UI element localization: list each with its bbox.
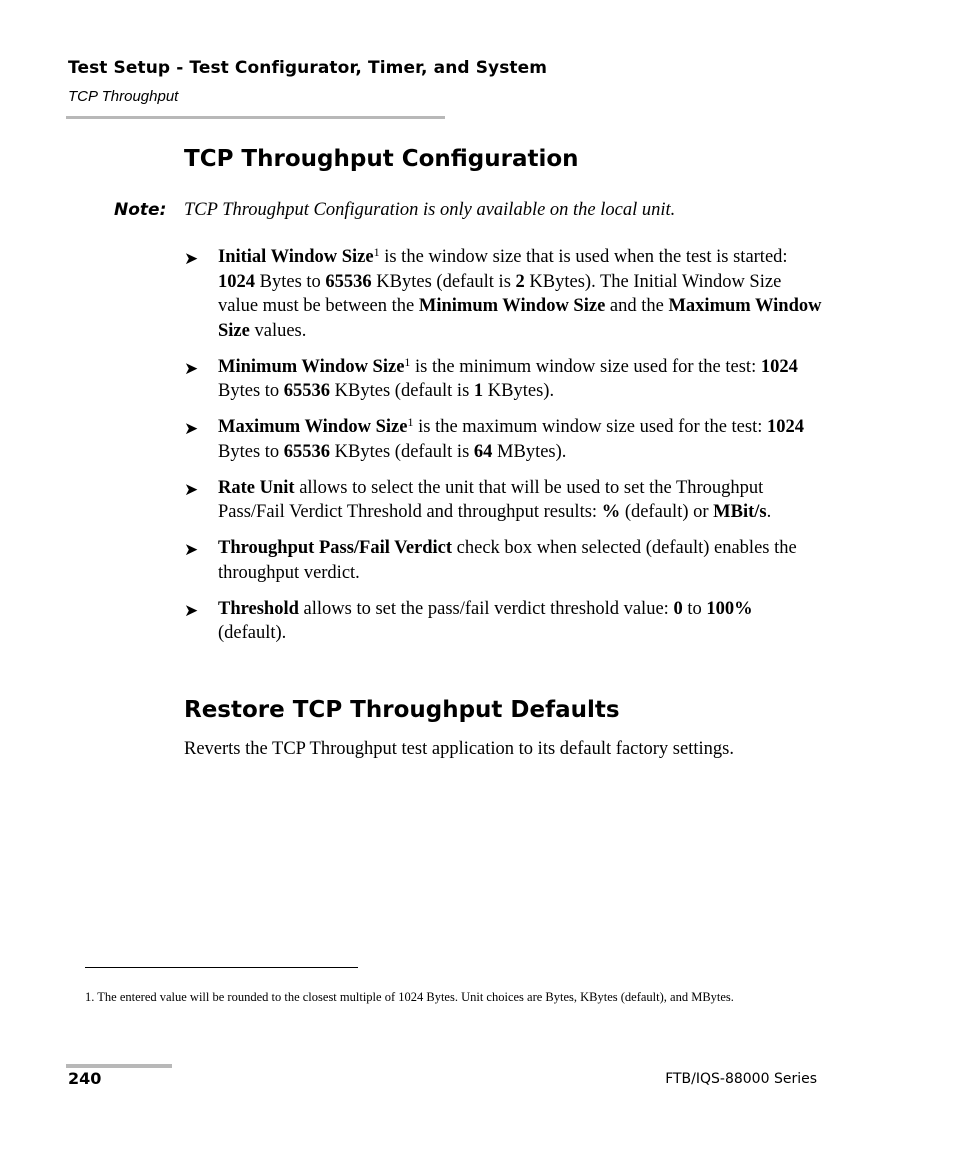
list-item: ➤ Minimum Window Size$^1$ is the minimum window size used for the test: 1024 Bytes to 65536 KBytes (default is 1 KBytes). xyxy=(184,354,798,401)
arrow-bullet-icon: ➤ xyxy=(184,600,199,621)
arrow-bullet-icon: ➤ xyxy=(184,249,199,269)
list-item: ➤ Initial Window Size$^1$ is the window size that is used when the test is started: 1024 Bytes to 65536 KBytes (default is 2 KBytes). The Initial Window Size value must be between the Minimum Window Size and the Maximum Window Size values. xyxy=(184,245,822,341)
arrow-bullet-icon: ➤ xyxy=(184,479,199,500)
product-series: FTB/IQS-88000 Series xyxy=(665,1071,817,1087)
settings-list xyxy=(184,245,824,657)
footer-rule xyxy=(66,1064,172,1068)
running-header-subtitle: TCP Throughput xyxy=(68,88,179,105)
term-maximum-window-size: Maximum Window Size xyxy=(218,417,408,437)
section-heading-restore-defaults: Restore TCP Throughput Defaults xyxy=(184,697,620,723)
term-throughput-verdict: Throughput Pass/Fail Verdict xyxy=(218,538,453,558)
arrow-bullet-icon: ➤ xyxy=(184,540,199,560)
note xyxy=(114,200,854,221)
list-item: ➤ Maximum Window Size$^1$ is the maximum window size used for the test: 1024 Bytes to 65536 KBytes (default is 64 MBytes). xyxy=(184,415,804,462)
header-rule xyxy=(66,116,445,119)
list-item: ➤ Rate Unit allows to select the unit that will be used to set the Throughput Pass/Fail Verdict Threshold and throughput results: % (default) or MBit/s. xyxy=(184,477,772,522)
arrow-bullet-icon: ➤ xyxy=(184,419,199,439)
running-header-title: Test Setup - Test Configurator, Timer, and System xyxy=(68,58,548,78)
term-minimum-window-size: Minimum Window Size xyxy=(218,356,405,377)
note-label: Note: xyxy=(114,200,167,220)
list-item: ➤ Threshold allows to set the pass/fail verdict threshold value: 0 to 100% (default). xyxy=(184,598,753,643)
footnote-ref: 1 xyxy=(404,354,411,369)
term-threshold: Threshold xyxy=(218,598,299,619)
footnote-rule xyxy=(85,967,358,968)
note-text: TCP Throughput Configuration is only available on the local unit. xyxy=(184,200,676,220)
footnote: 1. The entered value will be rounded to the closest multiple of 1024 Bytes. Unit choices are Bytes, KBytes (default), and MBytes. xyxy=(85,990,734,1004)
list-item: ➤ Throughput Pass/Fail Verdict check box when selected (default) enables the throughput verdict. xyxy=(184,538,797,583)
term-rate-unit: Rate Unit xyxy=(218,477,295,498)
page-number: 240 xyxy=(68,1069,102,1088)
footnote-ref: 1 xyxy=(373,245,380,259)
section-heading-configuration: TCP Throughput Configuration xyxy=(184,146,579,172)
footnote-ref: 1 xyxy=(407,415,414,429)
restore-description: Reverts the TCP Throughput test application to its default factory settings. xyxy=(184,739,734,759)
arrow-bullet-icon: ➤ xyxy=(184,358,199,379)
term-initial-window-size: Initial Window Size xyxy=(218,247,374,267)
